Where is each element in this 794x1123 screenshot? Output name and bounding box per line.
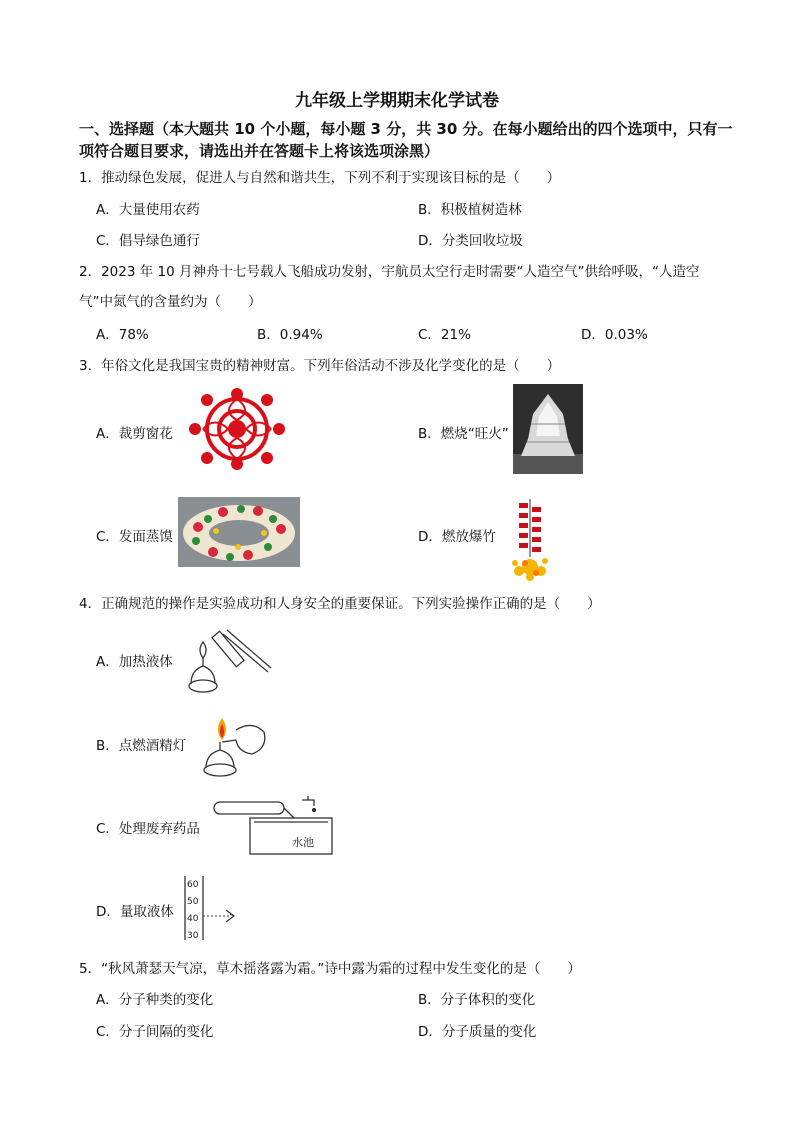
q3-option-d[interactable]: D．燃放爆竹 bbox=[418, 529, 496, 545]
q2-option-a[interactable]: A．78% bbox=[96, 327, 149, 343]
waste-disposal-diagram bbox=[210, 796, 336, 860]
q4-option-c[interactable]: C．处理废弃药品 bbox=[96, 821, 200, 837]
tick-60: 60 bbox=[187, 880, 199, 890]
sink-label: 水池 bbox=[292, 836, 314, 849]
q4-option-a[interactable]: A．加热液体 bbox=[96, 654, 173, 670]
paper-cut-image bbox=[183, 386, 291, 472]
section-header-line2: 项符合题目要求，请选出并在答题卡上将该选项涂黑） bbox=[79, 142, 440, 160]
q2-option-b[interactable]: B．0.94% bbox=[257, 327, 323, 343]
q2-option-d[interactable]: D．0.03% bbox=[581, 327, 648, 343]
q5-option-b[interactable]: B．分子体积的变化 bbox=[418, 992, 536, 1008]
q4-stem: 4．正确规范的操作是实验成功和人身安全的重要保证。下列实验操作正确的是（ ） bbox=[79, 596, 601, 612]
tick-50: 50 bbox=[187, 897, 199, 907]
q1-option-d[interactable]: D．分类回收垃圾 bbox=[418, 233, 523, 249]
firecracker-image bbox=[507, 497, 553, 583]
q1-option-b[interactable]: B．积极植树造林 bbox=[418, 202, 522, 218]
q3-option-b[interactable]: B．燃烧“旺火” bbox=[418, 426, 509, 442]
q3-option-a[interactable]: A．裁剪窗花 bbox=[96, 426, 173, 442]
steamed-bun-image bbox=[178, 497, 300, 567]
q2-stem-line2: 气”中氮气的含量约为（ ） bbox=[79, 294, 262, 310]
q1-option-a[interactable]: A．大量使用农药 bbox=[96, 202, 200, 218]
q5-stem: 5．“秋风萧瑟天气凉，草木摇落露为霜。”诗中露为霜的过程中发生变化的是（ ） bbox=[79, 961, 581, 977]
q2-option-c[interactable]: C．21% bbox=[418, 327, 471, 343]
section-header bbox=[79, 118, 759, 162]
section-header-line1: 一、选择题（本大题共 10 个小题，每小题 3 分，共 30 分。在每小题给出的四个选项中，只有一 bbox=[79, 120, 733, 138]
q2-stem-line1: 2．2023 年 10 月神舟十七号载人飞船成功发射，宇航员太空行走时需要“人造空气”供给呼吸，“人造空 bbox=[79, 264, 700, 280]
cylinder-reading-diagram bbox=[182, 874, 242, 944]
q1-option-c[interactable]: C．倡导绿色通行 bbox=[96, 233, 200, 249]
q4-option-b[interactable]: B．点燃酒精灯 bbox=[96, 738, 187, 754]
q5-option-c[interactable]: C．分子间隔的变化 bbox=[96, 1024, 214, 1040]
tick-40: 40 bbox=[187, 914, 199, 924]
q5-option-d[interactable]: D．分子质量的变化 bbox=[418, 1024, 537, 1040]
q4-option-d[interactable]: D．量取液体 bbox=[96, 904, 174, 920]
lighting-lamp-diagram bbox=[200, 712, 272, 778]
q1-stem: 1．推动绿色发展，促进人与自然和谐共生，下列不利于实现该目标的是（ ） bbox=[79, 170, 561, 186]
tick-30: 30 bbox=[187, 931, 199, 941]
q3-stem: 3．年俗文化是我国宝贵的精神财富。下列年俗活动不涉及化学变化的是（ ） bbox=[79, 358, 561, 374]
q3-option-c[interactable]: C．发面蒸馍 bbox=[96, 529, 173, 545]
bonfire-tower-image bbox=[513, 384, 583, 474]
page-title: 九年级上学期期末化学试卷 bbox=[295, 91, 499, 111]
heating-liquid-diagram bbox=[183, 624, 273, 696]
q5-option-a[interactable]: A．分子种类的变化 bbox=[96, 992, 214, 1008]
